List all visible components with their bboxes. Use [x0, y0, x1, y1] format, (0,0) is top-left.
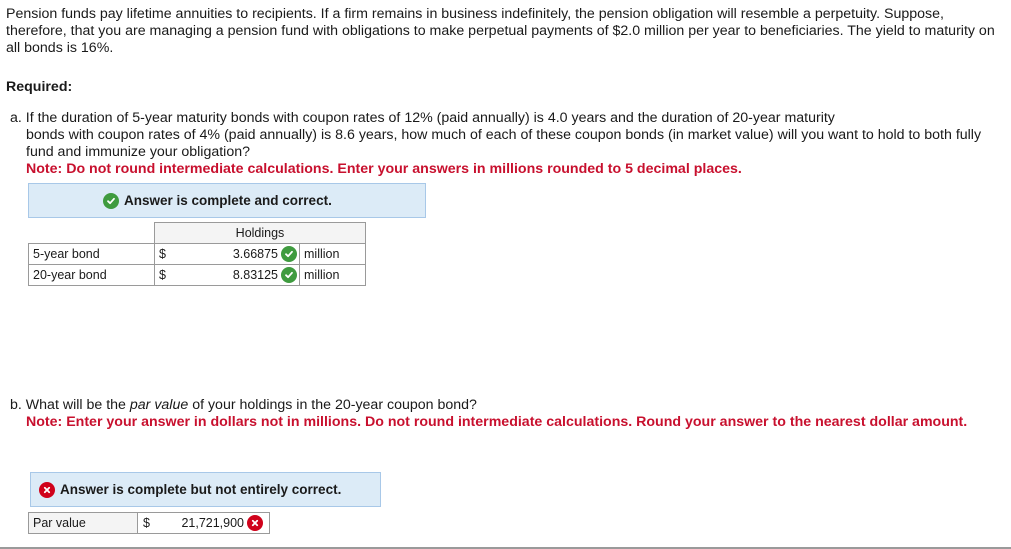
par-value-label: Par value — [28, 512, 138, 534]
unit-label: million — [300, 244, 366, 265]
x-circle-icon — [247, 515, 263, 531]
table-row — [29, 244, 366, 265]
x-circle-icon — [39, 482, 55, 498]
part-a-question-rest: bonds with coupon rates of 4% (paid annually) is 8.6 years, how much of each of these coupon bonds (in market value) will you want to hold to both fully fund and immunize your obligation? — [26, 127, 982, 160]
part-b-note: Note: Enter your answer in dollars not in millions. Do not round intermediate calculations. Round your answer to the nearest dollar amount. — [26, 414, 968, 430]
holding-20yr-input[interactable] — [187, 265, 300, 286]
part-b-question — [10, 397, 985, 431]
required-heading: Required: — [6, 79, 73, 95]
holdings-table — [28, 222, 366, 286]
par-value-row — [28, 512, 270, 534]
holding-5yr-value: 3.66875 — [232, 247, 278, 261]
currency-symbol: $ — [155, 265, 187, 286]
check-circle-icon — [103, 193, 119, 209]
part-b-question-suffix: of your holdings in the 20-year coupon bond? — [188, 397, 477, 413]
part-a-note: Note: Do not round intermediate calculations. Enter your answers in millions rounded to 5 decimal places. — [26, 161, 742, 177]
holding-5yr-input[interactable] — [187, 244, 300, 265]
unit-label: million — [300, 265, 366, 286]
check-circle-icon — [281, 267, 297, 283]
part-b-question-prefix: b. What will be the — [10, 397, 130, 413]
currency-symbol: $ — [155, 244, 187, 265]
part-a-banner-text: Answer is complete and correct. — [124, 193, 332, 208]
row-label-20yr: 20-year bond — [29, 265, 155, 286]
check-circle-icon — [281, 246, 297, 262]
part-a-result-banner — [28, 183, 426, 218]
par-value-input[interactable] — [138, 512, 270, 534]
table-row — [29, 265, 366, 286]
row-label-5yr: 5-year bond — [29, 244, 155, 265]
part-b-banner-text: Answer is complete but not entirely correct. — [60, 482, 342, 497]
currency-symbol: $ — [143, 516, 150, 530]
holding-20yr-value: 8.83125 — [232, 268, 278, 282]
problem-intro: Pension funds pay lifetime annuities to recipients. If a firm remains in business indefinitely, the pension obligation will resemble a perpetuity. Suppose, therefore, that you are managing a pension fund with obligations to make perpetual payments of $2.0 million per year to beneficiaries. The yield to maturity on all bonds is 16%. — [6, 6, 995, 56]
part-a-question — [10, 110, 985, 178]
part-a-question-first: a. If the duration of 5-year maturity bonds with coupon rates of 12% (paid annually) is 4.0 years and the duration of 20-year maturity — [10, 110, 835, 126]
par-value-value: 21,721,900 — [181, 516, 244, 530]
part-b-result-banner — [30, 472, 381, 507]
holdings-header: Holdings — [155, 223, 366, 244]
holdings-header-row — [29, 223, 366, 244]
part-b-question-emphasis: par value — [129, 397, 189, 413]
